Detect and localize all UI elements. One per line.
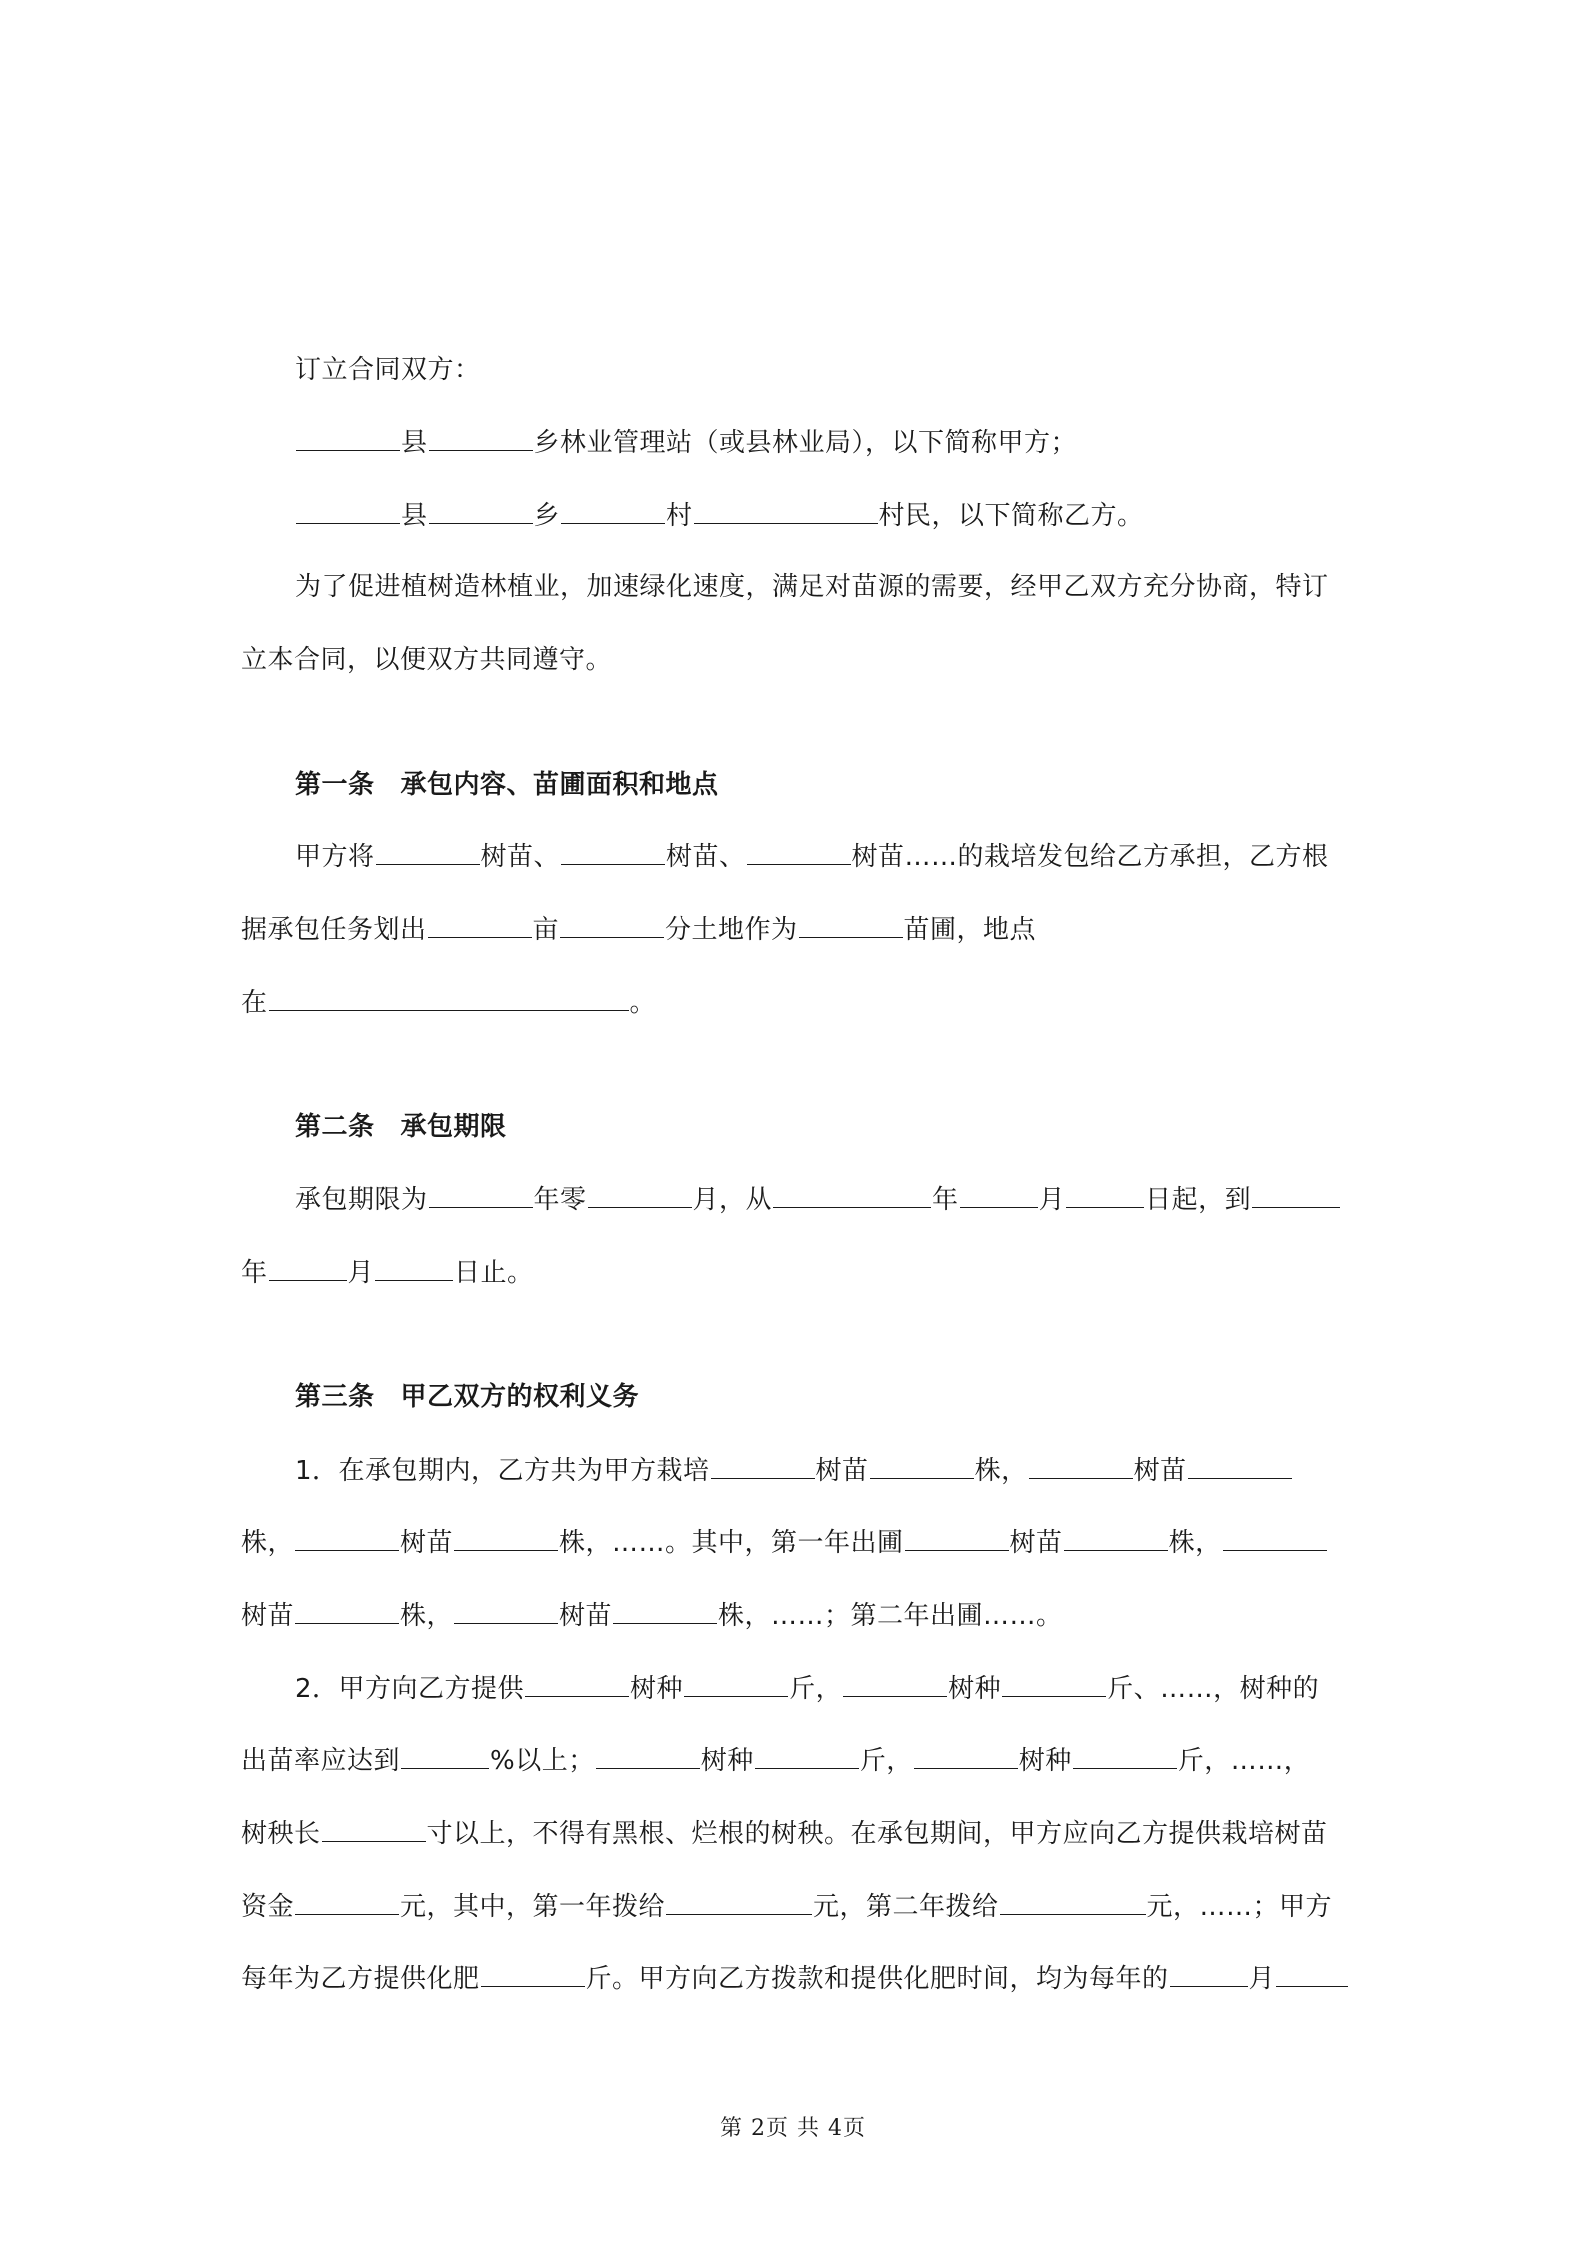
blank-field[interactable] [295,1524,399,1551]
party-b-line: 县 乡 村 村民，以下简称乙方。 [295,497,1144,533]
blank-field[interactable] [295,1597,399,1624]
article-3-heading: 第三条 甲乙双方的权利义务 [295,1382,640,1412]
article-3-p2-line-1: 2．甲方向乙方提供 树种 斤， 树种 斤、……，树种的 [295,1670,1319,1706]
blank-field[interactable] [666,1888,812,1915]
blank-field[interactable] [1188,1452,1292,1479]
parties-intro: 订立合同双方： [295,355,481,385]
blank-field[interactable] [905,1524,1009,1551]
document-page [241,0,1358,2244]
blank-field[interactable] [1276,1960,1348,1987]
article-2-line-1: 承包期限为 年零 月，从 年 月 日起，到 [295,1181,1341,1217]
blank-field[interactable] [375,1254,453,1281]
blank-field[interactable] [588,1181,692,1208]
article-1-line-1: 甲方将 树苗、 树苗、 树苗……的栽培发包给乙方承担，乙方根 [295,838,1329,874]
blank-field[interactable] [454,1597,558,1624]
blank-field[interactable] [1000,1888,1146,1915]
article-3-p2-line-3: 树秧长 寸以上，不得有黑根、烂根的树秧。在承包期间，甲方应向乙方提供栽培树苗 [241,1815,1328,1851]
blank-field[interactable] [429,497,533,524]
article-3-p2-line-5: 每年为乙方提供化肥 斤。甲方向乙方拨款和提供化肥时间，均为每年的 月 [241,1960,1349,1996]
article-3-p1-line-2: 株， 树苗 株，……。其中，第一年出圃 树苗 株， [241,1524,1328,1560]
blank-field[interactable] [1170,1960,1248,1987]
blank-field[interactable] [1029,1452,1133,1479]
blank-field[interactable] [429,424,533,451]
page-number-footer: 第 2页 共 4页 [720,2116,866,2141]
article-2-heading: 第二条 承包期限 [295,1112,507,1142]
blank-field[interactable] [870,1452,974,1479]
blank-field[interactable] [1223,1524,1327,1551]
blank-field[interactable] [711,1452,815,1479]
blank-field[interactable] [1066,1181,1144,1208]
blank-field[interactable] [428,911,532,938]
purpose-line-1: 为了促进植树造林植业，加速绿化速度，满足对苗源的需要，经甲乙双方充分协商，特订 [295,572,1329,602]
blank-field[interactable] [799,911,903,938]
article-3-p1-line-1: 1．在承包期内，乙方共为甲方栽培 树苗 株， 树苗 [295,1452,1293,1488]
blank-field[interactable] [1073,1742,1177,1769]
blank-field[interactable] [481,1960,585,1987]
blank-field[interactable] [914,1742,1018,1769]
blank-field[interactable] [561,838,665,865]
blank-field[interactable] [296,424,400,451]
article-2-line-2: 年 月 日止。 [241,1254,534,1290]
blank-field[interactable] [1002,1670,1106,1697]
purpose-line-2: 立本合同，以便双方共同遵守。 [241,645,613,675]
blank-field[interactable] [525,1670,629,1697]
blank-field[interactable] [684,1670,788,1697]
blank-field[interactable] [613,1597,717,1624]
blank-field[interactable] [376,838,480,865]
blank-field[interactable] [1064,1524,1168,1551]
article-3-p2-line-4: 资金 元，其中，第一年拨给 元，第二年拨给 元，……；甲方 [241,1888,1332,1924]
article-3-p2-line-2: 出苗率应达到 %以上； 树种 斤， 树种 斤，……， [241,1742,1310,1778]
article-1-heading: 第一条 承包内容、苗圃面积和地点 [295,770,719,800]
blank-field[interactable] [755,1742,859,1769]
article-3-p1-line-3: 树苗 株， 树苗 株，……；第二年出圃……。 [241,1597,1063,1633]
blank-field[interactable] [561,497,665,524]
blank-field[interactable] [269,984,629,1011]
article-1-line-2: 据承包任务划出 亩 分土地作为 苗圃，地点 [241,911,1036,947]
blank-field[interactable] [960,1181,1038,1208]
blank-field[interactable] [1252,1181,1340,1208]
blank-field[interactable] [560,911,664,938]
blank-field[interactable] [322,1815,426,1842]
blank-field[interactable] [454,1524,558,1551]
blank-field[interactable] [401,1742,489,1769]
article-1-line-3: 在 。 [241,984,656,1020]
blank-field[interactable] [773,1181,931,1208]
blank-field[interactable] [843,1670,947,1697]
blank-field[interactable] [429,1181,533,1208]
blank-field[interactable] [747,838,851,865]
blank-field[interactable] [296,497,400,524]
blank-field[interactable] [269,1254,347,1281]
party-a-line: 县 乡林业管理站（或县林业局），以下简称甲方； [295,424,1077,460]
blank-field[interactable] [295,1888,399,1915]
blank-field[interactable] [596,1742,700,1769]
blank-field[interactable] [694,497,878,524]
